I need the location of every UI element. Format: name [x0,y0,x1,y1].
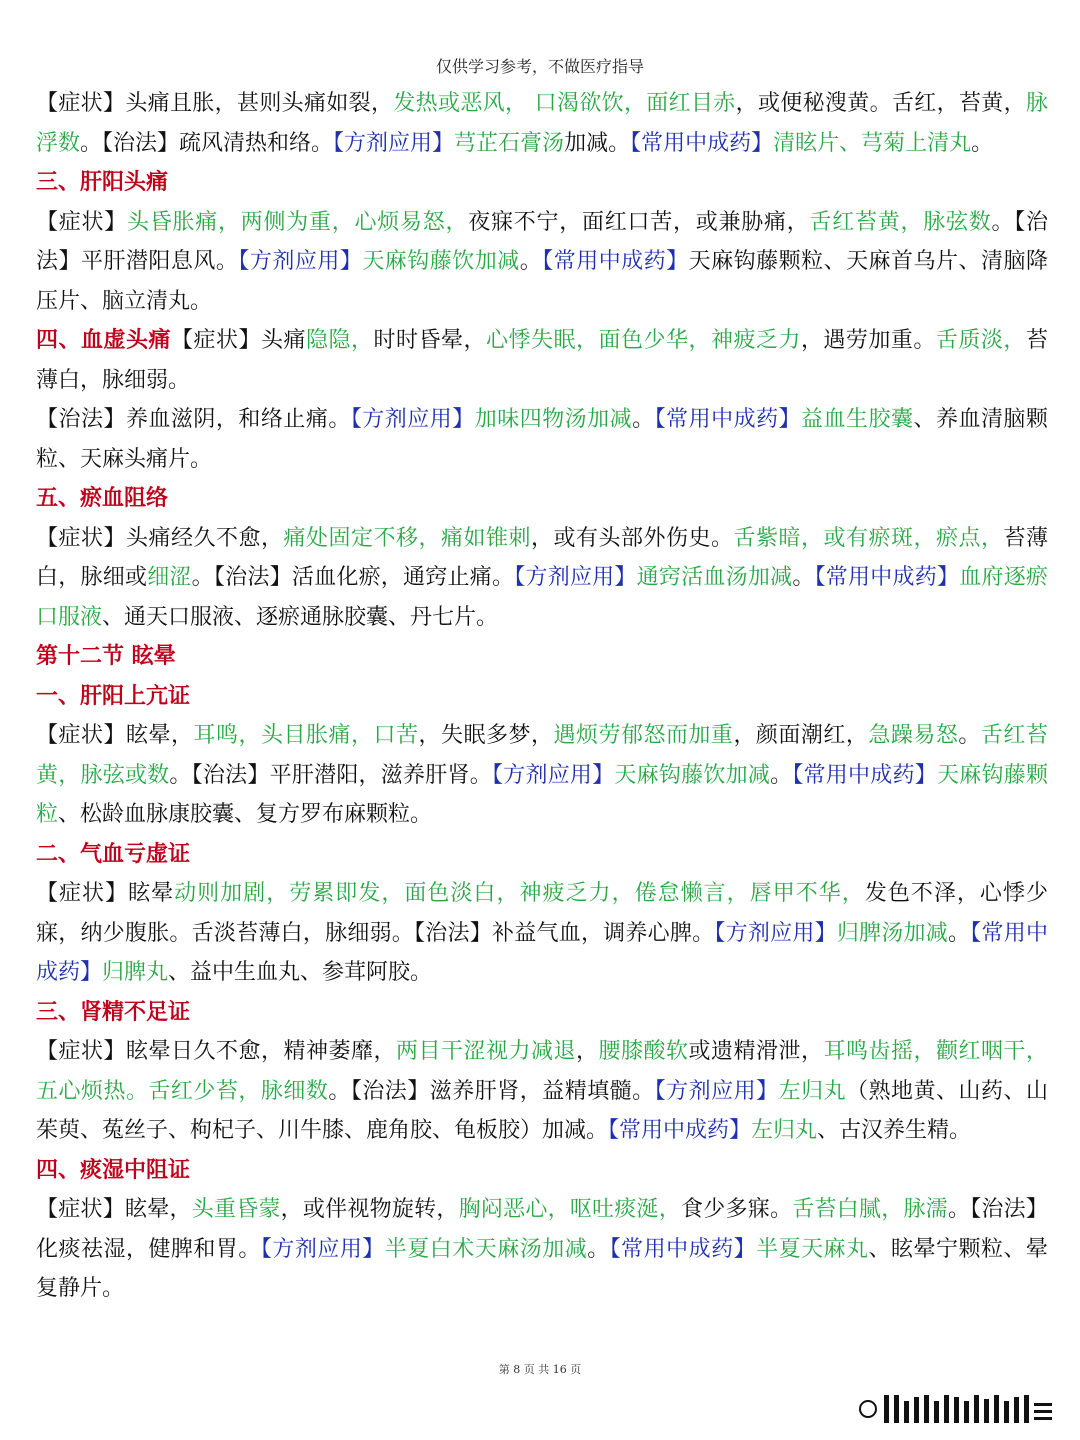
highlight-text: 益血生胶囊 [801,407,914,432]
text-run: 【症状】眩晕， [36,723,194,748]
text-run: 、益中生血丸、参茸阿胶。 [168,960,433,985]
text-run: ，颜面潮红， [733,723,869,748]
section-label: 【方剂应用】 [491,762,615,788]
text-run: 、养血清脑颗粒、天麻头痛片。 [36,407,1048,472]
section-heading: 三、肝阳头痛 [36,170,169,195]
highlight-text: 心悸失眠，面色少华，神疲乏力 [485,328,801,353]
text-run: 。【治法】平肝潜阳息风。 [36,209,1048,274]
highlight-text: 头重昏蒙 [191,1197,281,1222]
highlight-text: 隐隐， [305,328,374,353]
section-label: 【方剂应用】 [260,1236,385,1262]
highlight-text: 天麻钩藤饮加减 [614,762,771,788]
section-label: 【方剂应用】 [654,1078,779,1104]
highlight-text: 舌红苔黄，脉弦数 [809,209,992,235]
highlight-text: 腰膝酸软 [598,1039,689,1064]
section-label: 【常用中成药】 [609,1236,757,1262]
text-run: 、古汉养生精。 [817,1118,972,1143]
paragraph [36,203,1048,322]
text-run: 发色不泽，心悸少寐，纳少腹胀。舌淡苔薄白，脉细弱。【治法】补益气血，调养心脾。 [36,881,1048,946]
paragraph [36,716,1048,835]
text-run: 加减。 [564,130,631,156]
highlight-text: 芎芷石膏汤 [454,130,565,156]
highlight-text: 左归丸 [751,1118,818,1143]
text-run: 。【治法】平肝潜阳，滋养肝肾。 [169,762,492,788]
text-run: 苔薄白，脉细弱。 [36,328,1048,393]
section-heading: 三、肾精不足证 [36,999,191,1025]
paragraph [36,519,1048,638]
text-run: 或遗精滑泄， [688,1039,824,1064]
section-heading: 五、瘀血阻络 [36,486,169,511]
highlight-text: 天麻钩藤颗粒 [36,762,1048,827]
highlight-text: 归脾汤加减 [836,920,949,946]
section-label: 【常用中成药】 [792,762,937,788]
highlight-text: 天麻钩藤饮加减 [362,249,520,274]
section-label: 【常用中成药】 [630,130,774,156]
text-run: 。【治法】化痰祛湿，健脾和胃。 [36,1197,1048,1262]
text-run: 。【治法】疏风清热和络。 [80,130,334,156]
text-run: 天麻钩藤颗粒、天麻首乌片、清脑降压片、脑立清丸。 [36,249,1048,314]
text-run: 。 [519,249,543,274]
text-run: 苔薄白，脉细或 [36,525,1048,590]
highlight-text: 痛处固定不移，痛如锥刺 [283,525,531,551]
highlight-text: 归脾丸 [102,960,169,985]
text-run: ，或便秘溲黄。舌红，苔黄， [735,91,1026,116]
section-label: 【方剂应用】 [238,249,363,274]
text-run: 【症状】眩晕， [36,1197,192,1222]
section-heading: 一、肝阳上亢证 [36,683,191,709]
paragraph [36,400,1048,479]
text-run: 【症状】头痛 [170,328,306,353]
text-run: 【症状】头痛经久不愈， [36,525,284,551]
text-run: 【症状】 [36,209,127,235]
text-run: 、眩晕宁颗粒、晕复静片。 [36,1236,1048,1301]
text-run: 。 [770,762,793,788]
highlight-text: 半夏天麻丸 [756,1236,869,1262]
text-run: 、松龄血脉康胶囊、复方罗布麻颗粒。 [58,802,433,827]
paragraph [36,321,1048,400]
section-label: 【常用中成药】 [542,249,689,274]
text-run: 【治法】养血滋阴，和络止痛。 [36,407,351,432]
page-header: 仅供学习参考，不做医疗指导 [435,57,644,76]
section-label: 【方剂应用】 [333,130,455,156]
highlight-text: 发热或恶风， 口渴欲饮，面红目赤 [393,91,736,116]
text-run: ，失眠多梦， [418,723,554,748]
section-label: 【方剂应用】 [714,920,837,946]
highlight-text: 舌红苔黄，脉弦或数 [36,723,1048,788]
highlight-text: 急躁易怒 [868,723,959,748]
paragraph [36,874,1048,993]
inline-heading: 四、血虚头痛 [36,328,171,353]
highlight-text: 胸闷恶心，呕吐痰涎， [458,1197,682,1222]
text-run: （熟地黄、山药、山茱萸、菟丝子、枸杞子、川牛膝、鹿角胶、龟板胶）加减。 [36,1078,1048,1143]
text-run: 。 [792,565,815,590]
highlight-text: 细涩 [147,565,192,590]
section-heading: 第十二节 眩晕 [36,644,176,669]
text-run: 夜寐不宁，面红口苦，或兼胁痛， [468,209,810,235]
page-footer: 第 8 页 共 16 页 [498,1363,582,1376]
highlight-text: 舌苔白腻，脉濡 [792,1197,948,1222]
text-run: 。 [971,130,994,156]
section-label: 【常用中成药】 [608,1118,752,1143]
text-run: 。 [948,920,971,946]
section-label: 【常用中成药】 [36,920,1048,985]
text-run: 。 [632,407,655,432]
text-run: ，遇劳加重。 [800,328,936,353]
text-run: 。 [958,723,981,748]
highlight-text: 血府逐瘀口服液 [36,565,1048,630]
highlight-text: 清眩片、芎菊上清丸 [773,130,972,156]
text-run: 。【治法】活血化瘀，通窍止痛。 [191,565,515,590]
highlight-text: 加味四物汤加减 [474,407,633,432]
text-run: 。【治法】滋养肝肾，益精填髓。 [328,1078,655,1104]
section-label: 【方剂应用】 [350,407,475,432]
paragraph [36,1032,1048,1151]
text-run: 食少多寐。 [681,1197,793,1222]
paragraph [36,1190,1048,1309]
text-run: ，或伴视物旋转， [280,1197,459,1222]
highlight-text: 两目干涩视力减退 [395,1039,576,1064]
highlight-text: 动则加剧，劳累即发，面色淡白，神疲乏力，倦怠懒言，唇甲不华， [174,881,865,906]
paragraph [36,84,1048,163]
highlight-text: 头昏胀痛，两侧为重，心烦易怒， [127,209,469,235]
text-run: 【症状】眩晕 [36,881,175,906]
text-run: 【症状】眩晕日久不愈，精神萎靡， [36,1039,396,1064]
highlight-text: 耳鸣齿摇，颧红咽干，五心烦热。舌红少苔，脉细数 [36,1039,1048,1104]
highlight-text: 半夏白术天麻汤加减 [384,1236,588,1262]
highlight-text: 脉浮数 [36,91,1048,156]
text-run: 。 [587,1236,610,1262]
highlight-text: 舌质淡， [935,328,1026,353]
section-label: 【方剂应用】 [514,565,637,590]
text-run: 【症状】头痛且胀，甚则头痛如裂， [36,91,394,116]
text-run: ，或有头部外伤史。 [530,525,734,551]
section-label: 【常用中成药】 [654,407,802,432]
highlight-text: 耳鸣，头目胀痛，口苦 [193,723,419,748]
document-body [36,84,1048,1309]
text-run: 时时昏晕， [373,328,486,353]
highlight-text: 左归丸 [778,1078,847,1104]
watermark-logo-icon [858,1391,1058,1427]
text-run: ， [575,1039,599,1064]
highlight-text: 通窍活血汤加减 [636,565,793,590]
section-heading: 四、痰湿中阻证 [36,1157,191,1183]
section-heading: 二、气血亏虚证 [36,841,191,867]
highlight-text: 舌紫暗，或有瘀斑，瘀点， [733,525,1004,551]
text-run: 、通天口服液、逐瘀通脉胶囊、丹七片。 [102,604,499,630]
section-label: 【常用中成药】 [814,565,960,590]
highlight-text: 遇烦劳郁怒而加重 [553,723,734,748]
